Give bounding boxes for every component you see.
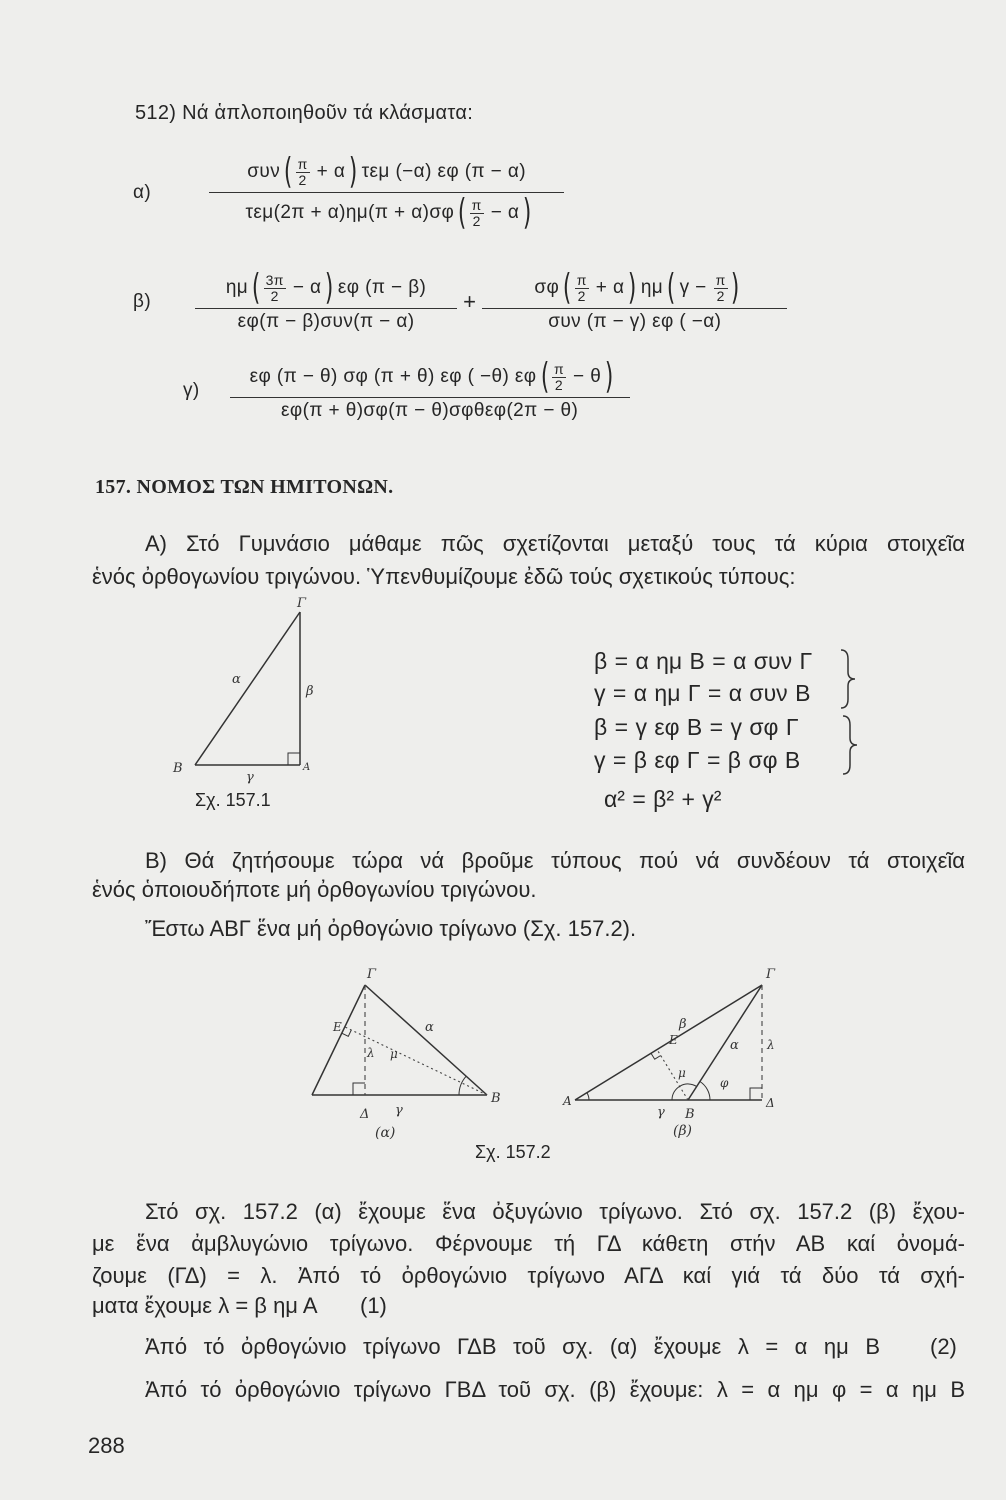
big-paren-close: ) [730, 267, 740, 308]
angle-phi-arc [700, 1082, 710, 1101]
numerator-rest: εφ (π − β) [337, 277, 427, 298]
func-name: ημ [640, 277, 664, 298]
inner-term: + α [595, 277, 625, 298]
part-b-line-1: Β) Θά ζητήσουμε τώρα νά βροῦμε τύπους πού νά συνδέουν τά στοιχεῖα [145, 848, 965, 873]
formula-line-1: β = α ημ Β = α συν Γ [594, 648, 813, 674]
part-c-line-e: Ἀπό τό ὀρθογώνιο τρίγωνο ΓΒΔ τοῦ σχ. (β) ἔχουμε: λ = α ημ φ = α ημ Β [145, 1377, 965, 1402]
fraction-denominator [195, 308, 457, 335]
point-e-label: Ε [669, 1033, 678, 1047]
part-c-line-2: με ἕνα ἀμβλυγώνιο τρίγωνο. Φέρνουμε τή ΓΔ κάθετη στήν ΑΒ καί ὀνομά- [92, 1231, 965, 1256]
part-c-line-4: ματα ἔχουμε λ = β ημ Α [92, 1293, 318, 1318]
exercise-b-label: β) [133, 290, 152, 312]
big-paren-close: ) [349, 151, 358, 192]
point-d-label: Δ [360, 1107, 370, 1122]
small-fraction-numerator: π [576, 271, 587, 288]
three-pi-over-two [264, 273, 286, 304]
exercise-a-fraction [209, 152, 564, 233]
mu-label: μ [678, 1066, 686, 1080]
exercise-b-fraction-1 [195, 268, 457, 335]
equation-1-tag: (1) [360, 1293, 387, 1318]
point-d-label: Δ [766, 1096, 775, 1110]
small-fraction-numerator: π [715, 271, 726, 288]
exercise-c-fraction [230, 357, 630, 424]
right-angle-marker [750, 1088, 762, 1100]
fraction-denominator [209, 192, 564, 233]
fraction-numerator [230, 357, 630, 397]
equation-2-tag: (2) [930, 1334, 957, 1359]
big-paren-close: ) [523, 192, 532, 233]
figure-b-caption: (β) [673, 1123, 693, 1139]
figure-157-2-a [312, 967, 501, 1141]
brace-icon [840, 714, 864, 776]
lambda-label: λ [767, 1038, 775, 1052]
side-c-label: γ [395, 1103, 403, 1118]
side-a-label: α [425, 1020, 434, 1035]
big-paren-open: ( [458, 192, 467, 233]
part-b-line-2: ἑνός ὁποιουδήποτε μή ὀρθογωνίου τριγώνου. [92, 877, 537, 902]
exercise-title: 512) Νά ἁπλοποιηθοῦν τά κλάσματα: [135, 102, 474, 124]
side-ag-line [312, 985, 365, 1095]
exercise-c-formula [183, 357, 630, 424]
part-b-let-line: Ἔστω ΑΒΓ ἕνα μή ὀρθογώνιο τρίγωνο (Σχ. 157.2). [145, 916, 637, 941]
small-fraction-denominator: 2 [716, 287, 725, 304]
figure-157-2-b [562, 967, 776, 1139]
exercise-c-label: γ) [183, 379, 200, 401]
big-paren-open: ( [284, 151, 293, 192]
func-name: συν [247, 161, 281, 182]
big-paren-close: ) [628, 267, 637, 308]
vertex-g-label: Γ [766, 967, 776, 982]
side-gb-line [365, 985, 487, 1095]
fraction-denominator [230, 397, 630, 424]
inner-term: − θ [573, 366, 602, 387]
func-name: σφ [534, 277, 560, 298]
small-fraction-numerator: π [297, 155, 308, 172]
figure-157-1 [170, 595, 330, 790]
small-fraction-numerator: π [471, 196, 482, 213]
exercise-b-fraction-2 [482, 268, 787, 335]
formula-line-4: γ = β εφ Γ = β σφ Β [594, 747, 801, 773]
fraction-numerator [482, 268, 787, 308]
figure-157-2-caption: Σχ. 157.2 [475, 1142, 551, 1162]
exercise-a-label: α) [133, 181, 152, 203]
phi-label: φ [720, 1076, 729, 1090]
big-paren-close: ) [325, 267, 334, 308]
vertex-b-label: Β [173, 761, 183, 776]
plus-sign: + [463, 288, 477, 314]
mu-label: μ [390, 1047, 398, 1061]
section-heading: 157. ΝΟΜΟΣ ΤΩΝ ΗΜΙΤΟΝΩΝ. [95, 476, 394, 498]
right-angle-marker [288, 753, 300, 765]
small-fraction-denominator: 2 [270, 287, 279, 304]
exercise-a-formula [133, 152, 564, 233]
big-paren-open: ( [563, 267, 572, 308]
fraction-numerator [209, 152, 564, 192]
small-fraction-denominator: 2 [577, 287, 586, 304]
vertex-b-label: Β [685, 1107, 695, 1122]
small-fraction-denominator: 2 [472, 212, 481, 229]
vertex-g-label: Γ [367, 967, 377, 982]
denominator-text: εφ(π + θ)σφ(π − θ)σφθεφ(2π − θ) [281, 400, 579, 421]
vertex-g-label: Γ [297, 596, 307, 611]
side-c-label: γ [657, 1105, 665, 1120]
pi-over-two [552, 362, 566, 393]
side-b-label: β [306, 684, 314, 699]
small-fraction-numerator: π [553, 360, 565, 377]
angle-arc [459, 1076, 466, 1095]
fraction-denominator [482, 308, 787, 335]
side-b-label: β [679, 1017, 687, 1032]
perpendicular-be-line [345, 1027, 487, 1095]
inner-term: + α [316, 161, 346, 182]
formula-line-5: α² = β² + γ² [604, 786, 722, 812]
right-angle-marker [651, 1053, 661, 1059]
big-paren-open: ( [667, 267, 676, 308]
big-paren-open: ( [252, 267, 261, 308]
brace-icon [838, 648, 862, 710]
exercise-b-formula [133, 268, 787, 335]
big-paren-open: ( [540, 356, 550, 397]
denominator-lead: τεμ(2π + α)ημ(π + α)σφ [245, 202, 455, 223]
pi-over-two [470, 198, 484, 229]
big-paren-close: ) [605, 356, 614, 397]
formula-line-2: γ = α ημ Γ = α συν Β [594, 680, 811, 706]
side-bg-line [195, 612, 300, 765]
denominator-text: συν (π − γ) εφ ( −α) [548, 311, 722, 332]
part-a-line-2: ἑνός ὀρθογωνίου τριγώνου. Ὑπενθυμίζουμε ἐδῶ τούς σχετικούς τύπους: [92, 564, 796, 589]
small-fraction-numerator: 3π [265, 271, 284, 288]
brace-shape [841, 650, 855, 708]
numerator-rest: τεμ (−α) εφ (π − α) [361, 161, 526, 182]
part-c-line-d: Ἀπό τό ὀρθογώνιο τρίγωνο ΓΔΒ τοῦ σχ. (α) ἔχουμε λ = α ημ Β [145, 1334, 880, 1359]
figure-a-caption: (α) [375, 1125, 396, 1141]
side-a-label: α [232, 672, 241, 687]
pi-over-two [296, 157, 310, 188]
vertex-a-label: Α [563, 1094, 572, 1108]
pi-over-two [714, 273, 728, 304]
denominator-text: εφ(π − β)συν(π − α) [237, 311, 415, 332]
fraction-numerator [195, 268, 457, 308]
inner-term: − α [292, 277, 322, 298]
func-name: ημ [225, 277, 249, 298]
part-a-line-1: Α) Στό Γυμνάσιο μάθαμε πῶς σχετίζονται μεταξύ τους τά κύρια στοιχεῖα [145, 531, 965, 556]
page-number: 288 [88, 1433, 125, 1458]
small-fraction-denominator: 2 [554, 376, 564, 393]
figure-157-2 [295, 958, 805, 1143]
formula-line-3: β = γ εφ Β = γ σφ Γ [594, 714, 799, 740]
side-c-label: γ [246, 770, 254, 785]
inner-term: γ − [679, 277, 707, 298]
angle-arc [587, 1093, 589, 1100]
numerator-lead: εφ (π − θ) σφ (π + θ) εφ ( −θ) εφ [249, 366, 537, 387]
pi-over-two [575, 273, 589, 304]
vertex-b-label: Β [491, 1091, 501, 1106]
right-angle-marker [353, 1083, 365, 1095]
inner-term: − α [490, 202, 520, 223]
part-c-line-1: Στό σχ. 157.2 (α) ἔχουμε ἕνα ὀξυγώνιο τρίγωνο. Στό σχ. 157.2 (β) ἔχου- [145, 1199, 965, 1224]
brace-shape [843, 716, 857, 774]
vertex-a-label: Α [303, 762, 311, 773]
side-a-label: α [730, 1038, 739, 1053]
lambda-label: λ [367, 1046, 375, 1060]
part-c-line-3: ζουμε (ΓΔ) = λ. Ἀπό τό ὀρθογώνιο τρίγωνο ΑΓΔ καί γιά τά δύο τά σχή- [92, 1263, 965, 1288]
point-e-label: Ε [333, 1020, 342, 1034]
small-fraction-denominator: 2 [298, 171, 307, 188]
figure-157-1-caption: Σχ. 157.1 [195, 790, 271, 810]
